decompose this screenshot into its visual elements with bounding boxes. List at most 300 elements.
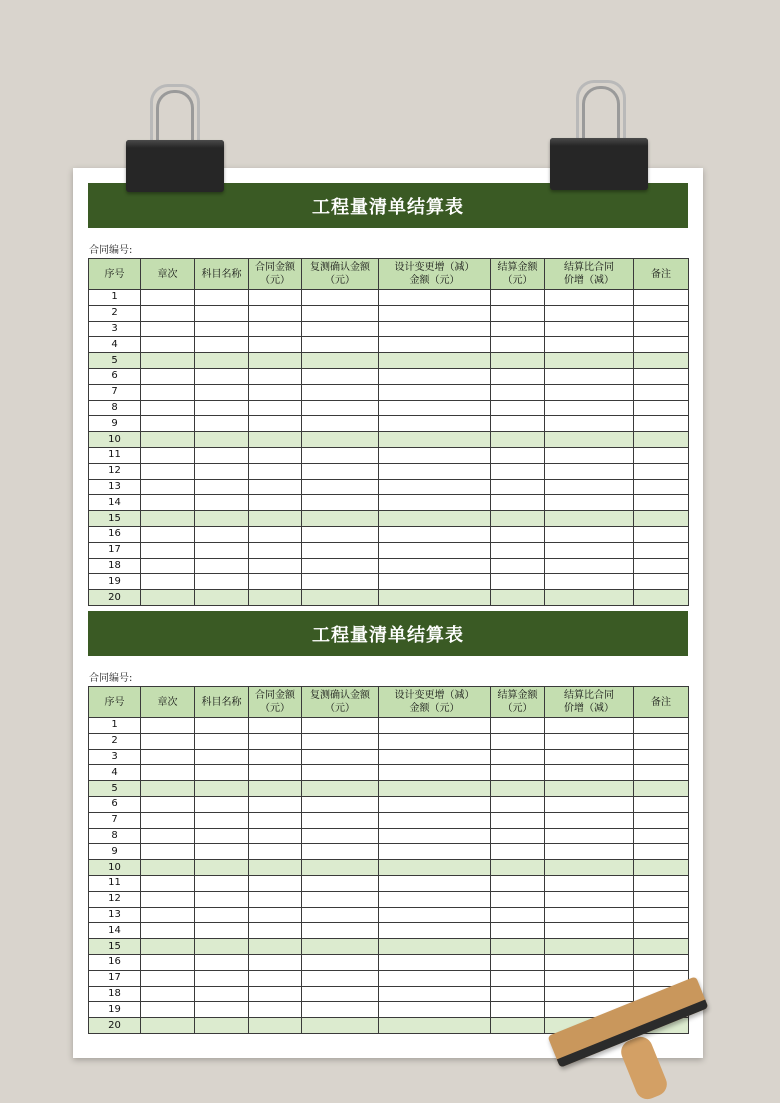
row-number-cell: 17 [89, 970, 141, 986]
table-cell [379, 891, 491, 907]
table-cell [634, 432, 689, 448]
table-cell [249, 574, 302, 590]
table-cell [249, 432, 302, 448]
table-cell [302, 574, 379, 590]
table-cell [491, 844, 545, 860]
table-cell [545, 447, 634, 463]
table-cell [634, 844, 689, 860]
contract-number-label: 合同编号: [89, 673, 133, 684]
table-cell [141, 812, 195, 828]
table-cell [302, 368, 379, 384]
table-cell [249, 954, 302, 970]
row-number-cell: 3 [89, 321, 141, 337]
table-cell [302, 432, 379, 448]
row-number-cell: 19 [89, 574, 141, 590]
table-cell [195, 891, 249, 907]
table-row [89, 447, 689, 463]
row-number-cell: 5 [89, 781, 141, 797]
table-cell [302, 765, 379, 781]
table-cell [302, 733, 379, 749]
table-cell [379, 384, 491, 400]
table-cell [249, 860, 302, 876]
table-cell [634, 416, 689, 432]
table-cell [195, 796, 249, 812]
table-cell [195, 907, 249, 923]
table-cell [141, 353, 195, 369]
table-row [89, 558, 689, 574]
table-row [89, 923, 689, 939]
table-cell [249, 353, 302, 369]
table-cell [249, 796, 302, 812]
table-cell [195, 828, 249, 844]
table-cell [141, 526, 195, 542]
header-cell: 备注 [634, 259, 689, 290]
table-cell [545, 939, 634, 955]
table-cell [545, 353, 634, 369]
table-cell [545, 432, 634, 448]
table-cell [491, 923, 545, 939]
table-cell [545, 749, 634, 765]
table-cell [545, 844, 634, 860]
table-cell [195, 511, 249, 527]
contract-number-label: 合同编号: [89, 245, 133, 256]
table-cell [545, 954, 634, 970]
table-cell [545, 321, 634, 337]
table-cell [379, 321, 491, 337]
table-cell [545, 860, 634, 876]
table-cell [195, 733, 249, 749]
table-cell [545, 495, 634, 511]
table-cell [379, 353, 491, 369]
row-number-cell: 2 [89, 733, 141, 749]
row-number-cell: 4 [89, 765, 141, 781]
table-cell [141, 416, 195, 432]
row-number-cell: 18 [89, 558, 141, 574]
table-cell [141, 875, 195, 891]
table-cell [491, 495, 545, 511]
table-cell [491, 416, 545, 432]
table-cell [302, 749, 379, 765]
table-cell [249, 812, 302, 828]
table-cell [141, 907, 195, 923]
table-row [89, 368, 689, 384]
table-cell [545, 416, 634, 432]
table-cell [249, 844, 302, 860]
table-cell [302, 875, 379, 891]
table-cell [491, 384, 545, 400]
table-cell [379, 590, 491, 606]
table-cell [249, 463, 302, 479]
table-cell [491, 558, 545, 574]
table-cell [141, 495, 195, 511]
row-number-cell: 17 [89, 542, 141, 558]
row-number-cell: 15 [89, 939, 141, 955]
table-cell [141, 290, 195, 306]
table-row [89, 718, 689, 734]
row-number-cell: 12 [89, 891, 141, 907]
table-cell [141, 781, 195, 797]
table-cell [141, 400, 195, 416]
table-cell [379, 290, 491, 306]
row-number-cell: 2 [89, 305, 141, 321]
table-cell [545, 875, 634, 891]
row-number-cell: 15 [89, 511, 141, 527]
table-cell [634, 447, 689, 463]
sheet-title: 工程量清单结算表 [88, 611, 688, 656]
table-cell [634, 290, 689, 306]
table-cell [379, 305, 491, 321]
table-cell [302, 290, 379, 306]
row-number-cell: 10 [89, 432, 141, 448]
table-cell [634, 875, 689, 891]
table-cell [302, 416, 379, 432]
table-cell [491, 463, 545, 479]
table-cell [249, 384, 302, 400]
table-header-row [89, 687, 689, 718]
table-cell [379, 574, 491, 590]
table-cell [379, 542, 491, 558]
table-cell [379, 447, 491, 463]
table-row [89, 321, 689, 337]
table-cell [195, 986, 249, 1002]
row-number-cell: 7 [89, 384, 141, 400]
table-cell [491, 860, 545, 876]
table-row [89, 891, 689, 907]
table-cell [491, 290, 545, 306]
table-cell [634, 384, 689, 400]
table-cell [634, 781, 689, 797]
table-cell [141, 860, 195, 876]
table-cell [195, 479, 249, 495]
table-cell [379, 796, 491, 812]
table-cell [634, 321, 689, 337]
table-row [89, 305, 689, 321]
table-cell [302, 400, 379, 416]
row-number-cell: 10 [89, 860, 141, 876]
table-cell [195, 590, 249, 606]
table-cell [249, 290, 302, 306]
table-row [89, 400, 689, 416]
table-cell [379, 907, 491, 923]
table-row [89, 526, 689, 542]
settlement-table [88, 258, 689, 606]
table-cell [491, 526, 545, 542]
table-cell [545, 828, 634, 844]
table-cell [249, 447, 302, 463]
table-cell [379, 479, 491, 495]
table-cell [141, 844, 195, 860]
table-cell [195, 749, 249, 765]
table-cell [379, 860, 491, 876]
table-cell [634, 337, 689, 353]
table-cell [141, 511, 195, 527]
table-cell [302, 495, 379, 511]
table-cell [379, 970, 491, 986]
table-cell [491, 574, 545, 590]
table-cell [379, 511, 491, 527]
table-cell [302, 812, 379, 828]
table-cell [141, 305, 195, 321]
table-cell [302, 337, 379, 353]
table-cell [634, 939, 689, 955]
table-cell [491, 511, 545, 527]
table-cell [302, 796, 379, 812]
table-row [89, 970, 689, 986]
table-cell [302, 542, 379, 558]
table-cell [302, 590, 379, 606]
row-number-cell: 13 [89, 479, 141, 495]
table-cell [491, 1018, 545, 1034]
table-cell [195, 416, 249, 432]
table-cell [491, 907, 545, 923]
table-row [89, 954, 689, 970]
table-row [89, 290, 689, 306]
table-cell [545, 337, 634, 353]
table-cell [302, 558, 379, 574]
table-body [89, 290, 689, 606]
table-header-row [89, 259, 689, 290]
row-number-cell: 6 [89, 796, 141, 812]
row-number-cell: 11 [89, 875, 141, 891]
table-cell [379, 781, 491, 797]
table-cell [634, 368, 689, 384]
table-cell [634, 511, 689, 527]
header-cell: 章次 [141, 687, 195, 718]
table-cell [302, 447, 379, 463]
table-cell [302, 954, 379, 970]
table-cell [141, 447, 195, 463]
binder-clip-icon [126, 84, 226, 194]
table-cell [634, 305, 689, 321]
table-cell [249, 416, 302, 432]
table-cell [634, 733, 689, 749]
table-cell [545, 590, 634, 606]
table-cell [249, 828, 302, 844]
row-number-cell: 11 [89, 447, 141, 463]
table-cell [195, 384, 249, 400]
table-cell [249, 495, 302, 511]
table-cell [545, 384, 634, 400]
table-cell [195, 574, 249, 590]
table-cell [491, 875, 545, 891]
table-cell [302, 526, 379, 542]
table-cell [491, 590, 545, 606]
table-cell [195, 558, 249, 574]
table-cell [491, 733, 545, 749]
table-cell [379, 954, 491, 970]
table-cell [491, 321, 545, 337]
table-cell [302, 891, 379, 907]
table-row [89, 781, 689, 797]
table-cell [379, 828, 491, 844]
table-cell [249, 526, 302, 542]
row-number-cell: 13 [89, 907, 141, 923]
table-row [89, 574, 689, 590]
header-cell: 科目名称 [195, 687, 249, 718]
table-cell [545, 542, 634, 558]
table-cell [249, 939, 302, 955]
table-cell [302, 986, 379, 1002]
table-cell [141, 542, 195, 558]
table-cell [379, 432, 491, 448]
table-cell [491, 432, 545, 448]
table-cell [302, 781, 379, 797]
table-cell [141, 1018, 195, 1034]
table-row [89, 511, 689, 527]
table-cell [491, 765, 545, 781]
table-cell [195, 400, 249, 416]
table-cell [141, 1002, 195, 1018]
table-row [89, 875, 689, 891]
table-cell [302, 844, 379, 860]
table-cell [302, 860, 379, 876]
table-cell [491, 954, 545, 970]
table-cell [249, 590, 302, 606]
table-cell [491, 1002, 545, 1018]
table-cell [634, 923, 689, 939]
table-cell [379, 812, 491, 828]
table-row [89, 416, 689, 432]
table-cell [141, 891, 195, 907]
table-cell [491, 891, 545, 907]
table-row [89, 812, 689, 828]
table-row [89, 749, 689, 765]
table-cell [634, 718, 689, 734]
table-cell [195, 321, 249, 337]
table-cell [195, 765, 249, 781]
table-cell [249, 1002, 302, 1018]
table-cell [634, 891, 689, 907]
table-cell [195, 939, 249, 955]
table-cell [249, 511, 302, 527]
table-cell [491, 447, 545, 463]
header-cell: 设计变更增（减） 金额（元） [379, 687, 491, 718]
table-cell [545, 891, 634, 907]
table-cell [195, 954, 249, 970]
table-cell [249, 923, 302, 939]
table-cell [195, 337, 249, 353]
table-cell [379, 1002, 491, 1018]
table-cell [545, 970, 634, 986]
table-row [89, 590, 689, 606]
table-cell [195, 875, 249, 891]
table-cell [545, 368, 634, 384]
table-cell [491, 812, 545, 828]
table-cell [379, 844, 491, 860]
table-cell [302, 970, 379, 986]
table-cell [302, 321, 379, 337]
table-cell [195, 542, 249, 558]
table-cell [379, 733, 491, 749]
row-number-cell: 20 [89, 1018, 141, 1034]
table-cell [195, 1002, 249, 1018]
row-number-cell: 14 [89, 495, 141, 511]
table-cell [634, 353, 689, 369]
binder-clip-icon [550, 80, 650, 192]
table-cell [141, 432, 195, 448]
table-cell [379, 337, 491, 353]
table-cell [545, 526, 634, 542]
table-row [89, 907, 689, 923]
table-cell [545, 718, 634, 734]
table-cell [141, 321, 195, 337]
row-number-cell: 14 [89, 923, 141, 939]
table-cell [141, 923, 195, 939]
row-number-cell: 1 [89, 290, 141, 306]
table-cell [545, 400, 634, 416]
table-cell [302, 718, 379, 734]
table-cell [491, 939, 545, 955]
table-cell [379, 986, 491, 1002]
table-cell [634, 749, 689, 765]
table-cell [545, 558, 634, 574]
table-cell [195, 860, 249, 876]
table-cell [379, 875, 491, 891]
settlement-sheet-2 [88, 611, 688, 1034]
table-cell [491, 337, 545, 353]
row-number-cell: 6 [89, 368, 141, 384]
table-cell [249, 733, 302, 749]
table-cell [379, 368, 491, 384]
header-cell: 序号 [89, 259, 141, 290]
header-cell: 序号 [89, 687, 141, 718]
table-cell [249, 907, 302, 923]
table-cell [545, 479, 634, 495]
table-cell [141, 558, 195, 574]
table-row [89, 939, 689, 955]
table-cell [302, 923, 379, 939]
table-cell [634, 812, 689, 828]
table-cell [141, 368, 195, 384]
table-cell [379, 765, 491, 781]
header-cell: 结算比合同 价增（减） [545, 687, 634, 718]
table-cell [141, 574, 195, 590]
table-cell [634, 590, 689, 606]
table-row [89, 495, 689, 511]
table-row [89, 733, 689, 749]
table-cell [249, 986, 302, 1002]
table-cell [195, 495, 249, 511]
table-cell [634, 828, 689, 844]
row-number-cell: 9 [89, 416, 141, 432]
table-cell [379, 749, 491, 765]
document-paper [73, 168, 703, 1058]
table-row [89, 765, 689, 781]
header-cell: 合同金额 （元） [249, 687, 302, 718]
table-cell [634, 495, 689, 511]
table-cell [249, 765, 302, 781]
table-cell [302, 939, 379, 955]
header-cell: 复测确认金额 （元） [302, 687, 379, 718]
table-cell [491, 970, 545, 986]
table-cell [249, 749, 302, 765]
table-cell [379, 558, 491, 574]
table-cell [545, 290, 634, 306]
table-cell [302, 1018, 379, 1034]
table-row [89, 463, 689, 479]
table-cell [249, 542, 302, 558]
table-cell [249, 970, 302, 986]
row-number-cell: 20 [89, 590, 141, 606]
header-cell: 备注 [634, 687, 689, 718]
table-cell [141, 939, 195, 955]
table-cell [195, 781, 249, 797]
header-cell: 结算金额 （元） [491, 259, 545, 290]
table-cell [195, 305, 249, 321]
table-row [89, 337, 689, 353]
table-cell [141, 828, 195, 844]
row-number-cell: 16 [89, 954, 141, 970]
